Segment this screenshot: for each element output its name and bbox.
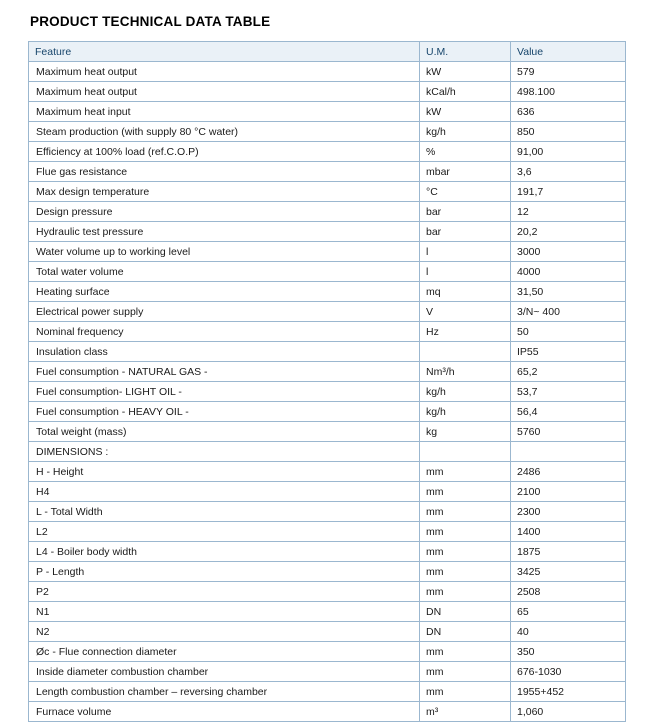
cell-um: °C [420, 182, 511, 202]
table-row [29, 422, 626, 442]
table-row [29, 282, 626, 302]
cell-value: 20,2 [511, 222, 626, 242]
cell-um: kW [420, 102, 511, 122]
cell-um: bar [420, 202, 511, 222]
cell-value: 91,00 [511, 142, 626, 162]
cell-value: 350 [511, 642, 626, 662]
cell-um: % [420, 142, 511, 162]
cell-feature: Maximum heat input [29, 102, 420, 122]
cell-um [420, 442, 511, 462]
table-row [29, 162, 626, 182]
cell-feature: Øc - Flue connection diameter [29, 642, 420, 662]
table-row [29, 262, 626, 282]
table-row [29, 582, 626, 602]
table-row [29, 382, 626, 402]
cell-feature: Hydraulic test pressure [29, 222, 420, 242]
cell-um [420, 342, 511, 362]
table-row [29, 322, 626, 342]
cell-value: 3000 [511, 242, 626, 262]
table-row [29, 622, 626, 642]
table-row [29, 702, 626, 722]
cell-um: kg/h [420, 122, 511, 142]
table-row [29, 362, 626, 382]
cell-value: 65 [511, 602, 626, 622]
cell-um: l [420, 242, 511, 262]
cell-value: 12 [511, 202, 626, 222]
cell-feature: Maximum heat output [29, 62, 420, 82]
cell-feature: Insulation class [29, 342, 420, 362]
cell-feature: P - Length [29, 562, 420, 582]
cell-feature: DIMENSIONS : [29, 442, 420, 462]
column-header-value: Value [511, 42, 626, 62]
cell-feature: H - Height [29, 462, 420, 482]
cell-um: kW [420, 62, 511, 82]
cell-value: 2508 [511, 582, 626, 602]
cell-um: mm [420, 482, 511, 502]
cell-value: 4000 [511, 262, 626, 282]
cell-value: 53,7 [511, 382, 626, 402]
cell-feature: N1 [29, 602, 420, 622]
table-row [29, 402, 626, 422]
cell-value: 3,6 [511, 162, 626, 182]
cell-um: kCal/h [420, 82, 511, 102]
cell-um: kg/h [420, 402, 511, 422]
cell-value: 3/N~ 400 [511, 302, 626, 322]
table-row [29, 182, 626, 202]
cell-feature: Fuel consumption- LIGHT OIL - [29, 382, 420, 402]
cell-feature: L4 - Boiler body width [29, 542, 420, 562]
cell-value: 5760 [511, 422, 626, 442]
table-body [29, 62, 626, 722]
cell-value: 65,2 [511, 362, 626, 382]
cell-feature: Maximum heat output [29, 82, 420, 102]
table-row [29, 102, 626, 122]
table-row [29, 242, 626, 262]
cell-feature: Max design temperature [29, 182, 420, 202]
table-header [29, 42, 626, 62]
cell-um: V [420, 302, 511, 322]
cell-um: mm [420, 542, 511, 562]
table-row [29, 442, 626, 462]
cell-feature: Furnace volume [29, 702, 420, 722]
table-row [29, 82, 626, 102]
cell-feature: Flue gas resistance [29, 162, 420, 182]
cell-feature: Electrical power supply [29, 302, 420, 322]
cell-value: 636 [511, 102, 626, 122]
cell-value: 579 [511, 62, 626, 82]
table-row [29, 482, 626, 502]
cell-um: DN [420, 622, 511, 642]
cell-feature: L - Total Width [29, 502, 420, 522]
cell-um: mm [420, 682, 511, 702]
cell-value: 56,4 [511, 402, 626, 422]
table-header-row [29, 42, 626, 62]
table-row [29, 462, 626, 482]
cell-value: 1955+452 [511, 682, 626, 702]
cell-um: Nm³/h [420, 362, 511, 382]
cell-um: DN [420, 602, 511, 622]
cell-um: mq [420, 282, 511, 302]
cell-feature: N2 [29, 622, 420, 642]
cell-feature: L2 [29, 522, 420, 542]
cell-feature: Total weight (mass) [29, 422, 420, 442]
cell-feature: Steam production (with supply 80 °C water) [29, 122, 420, 142]
cell-value: 2486 [511, 462, 626, 482]
cell-um: Hz [420, 322, 511, 342]
cell-um: bar [420, 222, 511, 242]
cell-feature: Nominal frequency [29, 322, 420, 342]
cell-feature: P2 [29, 582, 420, 602]
table-row [29, 562, 626, 582]
cell-feature: Heating surface [29, 282, 420, 302]
page-title: PRODUCT TECHNICAL DATA TABLE [30, 14, 271, 29]
cell-um: mm [420, 522, 511, 542]
cell-feature: Total water volume [29, 262, 420, 282]
cell-value: 1,060 [511, 702, 626, 722]
cell-feature: Length combustion chamber – reversing chamber [29, 682, 420, 702]
table-row [29, 122, 626, 142]
cell-value: 3425 [511, 562, 626, 582]
cell-um: mm [420, 502, 511, 522]
cell-um: mbar [420, 162, 511, 182]
cell-value: 50 [511, 322, 626, 342]
cell-feature: Fuel consumption - NATURAL GAS - [29, 362, 420, 382]
cell-um: mm [420, 462, 511, 482]
cell-um: m³ [420, 702, 511, 722]
cell-value [511, 442, 626, 462]
cell-feature: Fuel consumption - HEAVY OIL - [29, 402, 420, 422]
table-row [29, 642, 626, 662]
table-row [29, 682, 626, 702]
table-row [29, 602, 626, 622]
cell-feature: H4 [29, 482, 420, 502]
cell-value: 498.100 [511, 82, 626, 102]
cell-feature: Inside diameter combustion chamber [29, 662, 420, 682]
cell-value: 191,7 [511, 182, 626, 202]
cell-feature: Design pressure [29, 202, 420, 222]
cell-value: 31,50 [511, 282, 626, 302]
cell-um: mm [420, 662, 511, 682]
cell-value: 2300 [511, 502, 626, 522]
cell-feature: Efficiency at 100% load (ref.C.O.P) [29, 142, 420, 162]
cell-um: mm [420, 582, 511, 602]
table-row [29, 522, 626, 542]
cell-value: 40 [511, 622, 626, 642]
cell-um: kg/h [420, 382, 511, 402]
cell-value: 2100 [511, 482, 626, 502]
table-row [29, 662, 626, 682]
column-header-feature: Feature [29, 42, 420, 62]
table-row [29, 62, 626, 82]
table-row [29, 222, 626, 242]
table-row [29, 342, 626, 362]
cell-um: mm [420, 562, 511, 582]
table-row [29, 542, 626, 562]
cell-value: 1875 [511, 542, 626, 562]
cell-um: mm [420, 642, 511, 662]
column-header-um: U.M. [420, 42, 511, 62]
table-row [29, 142, 626, 162]
cell-value: IP55 [511, 342, 626, 362]
cell-um: l [420, 262, 511, 282]
technical-data-table [28, 41, 626, 722]
table-row [29, 302, 626, 322]
cell-value: 676-1030 [511, 662, 626, 682]
table-row [29, 202, 626, 222]
cell-value: 1400 [511, 522, 626, 542]
cell-feature: Water volume up to working level [29, 242, 420, 262]
cell-value: 850 [511, 122, 626, 142]
table-row [29, 502, 626, 522]
cell-um: kg [420, 422, 511, 442]
